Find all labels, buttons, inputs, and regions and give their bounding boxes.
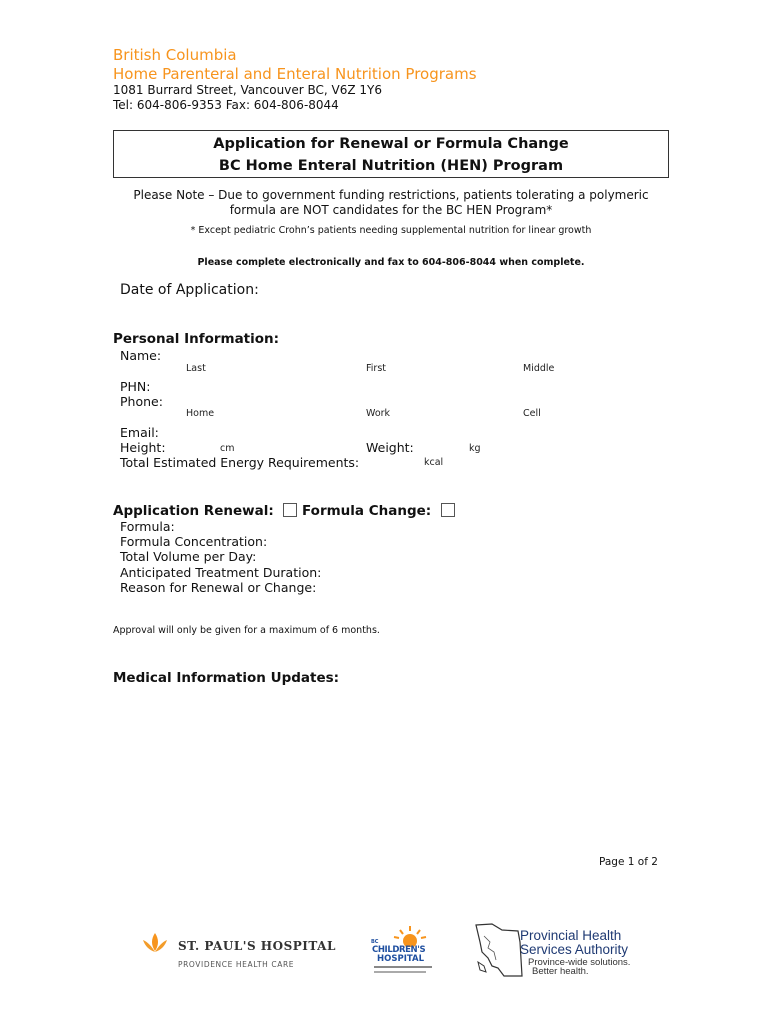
phn-label: PHN: [120, 379, 151, 394]
energy-unit: kcal [424, 457, 444, 468]
name-field[interactable] [185, 346, 665, 362]
st-pauls-subtitle: PROVIDENCE HEALTH CARE [178, 960, 295, 969]
reason-label: Reason for Renewal or Change: [120, 580, 317, 595]
form-title-box [113, 130, 669, 178]
name-sub-last: Last [186, 363, 206, 374]
st-pauls-flame-icon [140, 931, 170, 955]
total-volume-label: Total Volume per Day: [120, 549, 257, 564]
formula-field[interactable] [180, 519, 620, 534]
total-volume-field[interactable] [265, 549, 615, 564]
height-field[interactable] [172, 440, 217, 456]
treatment-duration-label: Anticipated Treatment Duration: [120, 565, 322, 580]
formula-change-checkbox[interactable] [441, 503, 455, 517]
energy-label: Total Estimated Energy Requirements: [120, 455, 360, 470]
email-label: Email: [120, 425, 159, 440]
formula-concentration-field[interactable] [272, 534, 622, 549]
bc-map-icon [474, 922, 524, 978]
org-name-line1: British Columbia [113, 46, 237, 64]
formula-change-label: Formula Change: [302, 503, 432, 519]
form-title-line1: Application for Renewal or Formula Change [213, 136, 569, 152]
energy-field[interactable] [368, 455, 420, 471]
phn-field[interactable] [185, 377, 485, 393]
weight-unit: kg [469, 443, 481, 454]
notice-instruction: Please complete electronically and fax to 604-806-8044 when complete. [197, 257, 585, 268]
org-address: 1081 Burrard Street, Vancouver BC, V6Z 1Y6 [113, 83, 382, 97]
notice-line2: formula are NOT candidates for the BC HEN Program* [229, 203, 553, 217]
notice-line1: Please Note – Due to government funding restrictions, patients tolerating a polymeric [133, 188, 649, 202]
email-field[interactable] [170, 423, 620, 439]
sun-icon [370, 925, 440, 947]
phsa-name-line1: Provincial Health [520, 928, 622, 943]
phsa-tagline-line1: Province-wide solutions. [528, 957, 631, 968]
page-number: Page 1 of 2 [599, 856, 658, 868]
medical-info-heading: Medical Information Updates: [113, 670, 340, 686]
weight-field[interactable] [420, 440, 465, 456]
org-contact: Tel: 604-806-9353 Fax: 604-806-8044 [113, 98, 339, 112]
treatment-duration-field[interactable] [328, 565, 628, 580]
application-renewal-checkbox[interactable] [283, 503, 297, 517]
date-of-application-label: Date of Application: [120, 282, 259, 298]
date-of-application-field[interactable] [262, 280, 622, 300]
childrens-tagline-line2 [374, 971, 426, 973]
org-name-line2: Home Parenteral and Enteral Nutrition Programs [113, 65, 477, 83]
phone-field[interactable] [185, 392, 665, 408]
phsa-name-line2: Services Authority [520, 942, 629, 957]
phone-label: Phone: [120, 394, 163, 409]
name-label: Name: [120, 348, 162, 363]
childrens-line1: CHILDREN'S [372, 945, 426, 955]
notice-exception: * Except pediatric Crohn’s patients needing supplemental nutrition for linear growth [190, 225, 592, 236]
height-label: Height: [120, 440, 166, 455]
childrens-bc: BC [371, 939, 379, 945]
phone-sub-home: Home [186, 408, 215, 419]
name-sub-middle: Middle [523, 363, 555, 374]
approval-note: Approval will only be given for a maximum of 6 months. [113, 625, 380, 636]
phone-sub-work: Work [366, 408, 391, 419]
st-pauls-name: ST. PAUL'S HOSPITAL [178, 939, 336, 953]
height-unit: cm [220, 443, 235, 454]
personal-info-heading: Personal Information: [113, 331, 280, 347]
medical-info-field[interactable] [113, 692, 663, 842]
phsa-logo [474, 922, 644, 980]
phsa-tagline-line2: Better health. [532, 966, 589, 977]
formula-label: Formula: [120, 519, 175, 534]
childrens-line2: HOSPITAL [377, 954, 424, 964]
formula-concentration-label: Formula Concentration: [120, 534, 268, 549]
phone-sub-cell: Cell [523, 408, 541, 419]
form-title-line2: BC Home Enteral Nutrition (HEN) Program [218, 158, 564, 174]
weight-label: Weight: [366, 440, 414, 455]
name-sub-first: First [366, 363, 386, 374]
application-renewal-label: Application Renewal: [113, 503, 274, 519]
childrens-tagline-line1 [374, 966, 432, 968]
bc-childrens-logo [370, 925, 440, 975]
st-pauls-logo [140, 928, 340, 973]
reason-field[interactable] [322, 580, 622, 595]
